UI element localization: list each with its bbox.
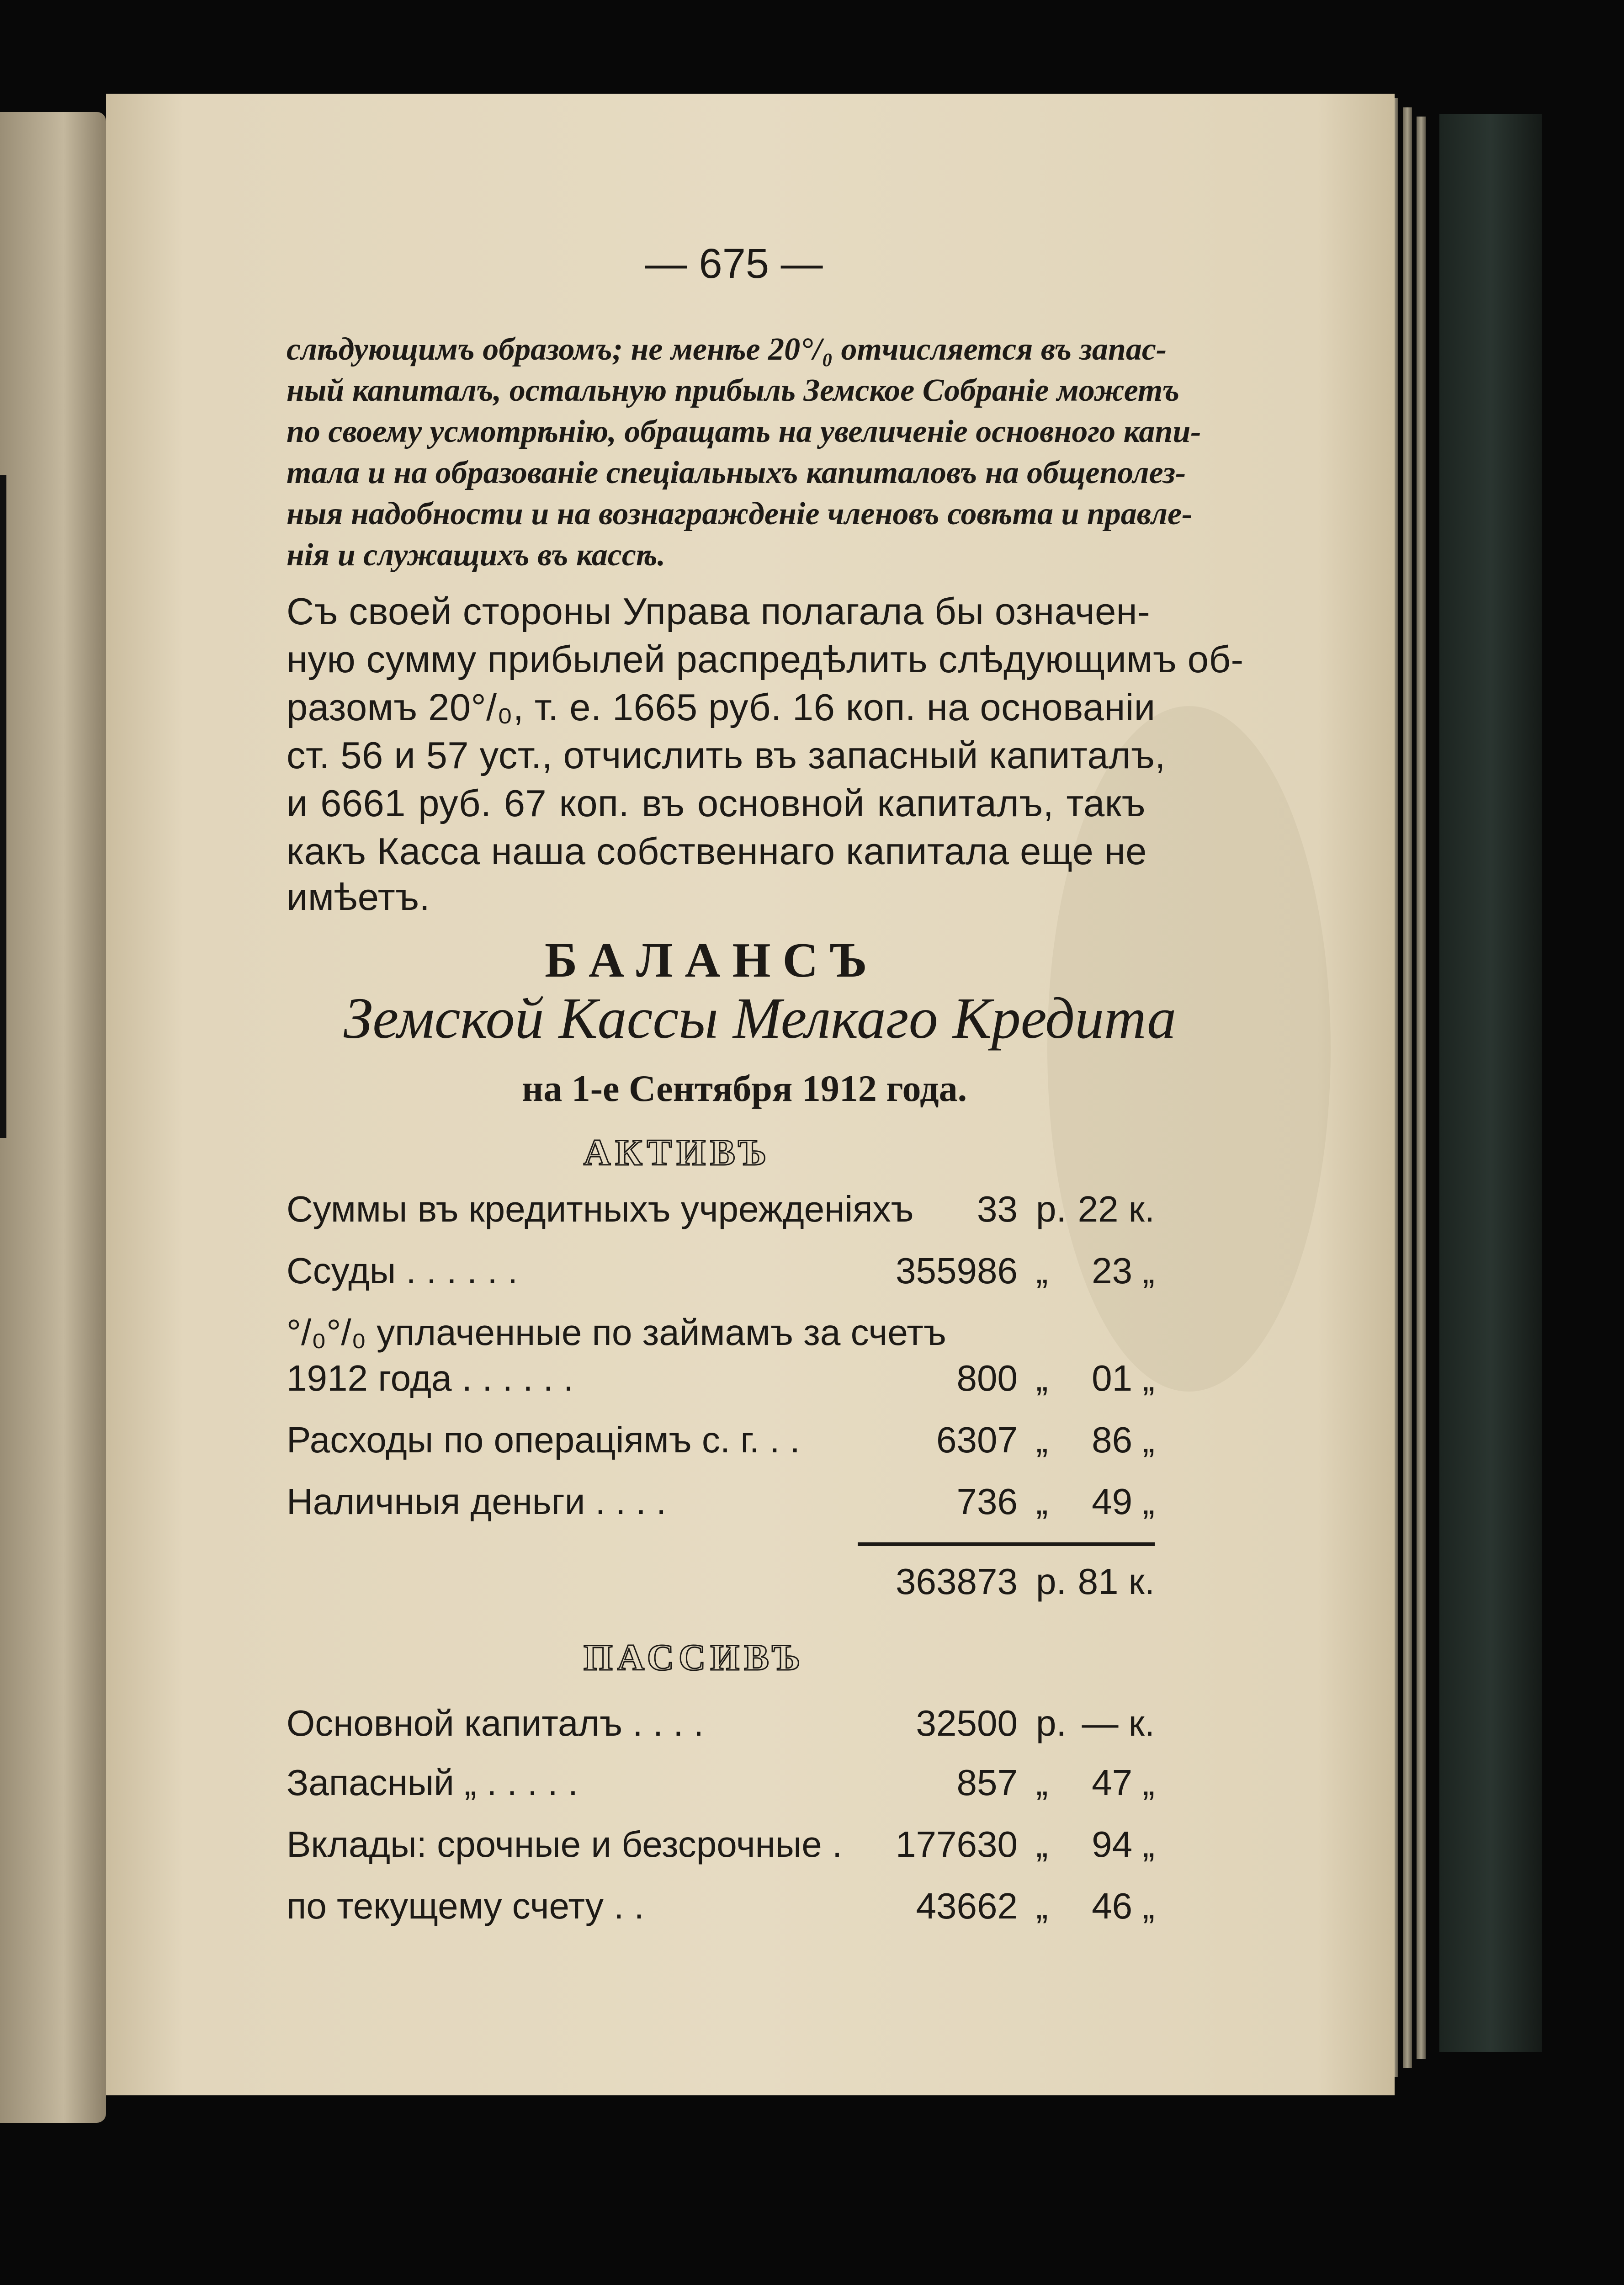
balance-subtitle: Земской Кассы Мелкаго Кредита [344,986,1177,1051]
body-line: какъ Касса наша собственнаго капитала еще не [287,830,1147,872]
row-unit: „ [1036,1419,1048,1460]
row-amount: 355986 [896,1250,1018,1291]
body-line: и 6661 руб. 67 коп. въ основной капиталъ, такъ [287,782,1146,824]
balance-date: на 1-е Сентября 1912 года. [522,1068,967,1109]
body-line: ст. 56 и 57 уст., отчислить въ запасный капиталъ, [287,734,1166,776]
row-kopecks: 23 „ [1092,1250,1155,1291]
passiv-heading: ПАССИВЪ [584,1637,805,1678]
italic-line: ный капиталъ, остальную прибыль Земское Собраніе можетъ [287,373,1180,408]
page-number: — 675 — [645,240,823,287]
row-label: по текущему счету . . [287,1886,644,1926]
row-label: Запасный „ . . . . . [287,1762,578,1803]
row-label: Суммы въ кредитныхъ учрежденіяхъ [287,1189,914,1229]
book-cover-edge [1439,114,1542,2052]
row-amount: 177630 [896,1824,1018,1865]
aktiv-row [287,1250,1155,1296]
aktiv-row [287,1481,1155,1526]
row-unit: „ [1036,1762,1048,1803]
row-label: 1912 года . . . . . . [287,1358,574,1398]
row-unit: р. [1036,1189,1067,1229]
italic-line: тала и на образованіе спеціальныхъ капиталовъ на общеполез- [287,455,1186,490]
body-line: Съ своей стороны Управа полагала бы означен- [287,590,1151,632]
page-stack-edge [1417,117,1426,2059]
aktiv-row [287,1357,1155,1403]
body-line: ную сумму прибылей распредѣлить слѣдующимъ об- [287,638,1244,680]
row-unit: р. [1036,1703,1067,1743]
total-amount: 363873 [896,1561,1018,1602]
row-label: Расходы по операціямъ с. г. . . [287,1419,800,1460]
row-kopecks: 01 „ [1092,1358,1155,1398]
body-line: разомъ 20°/₀, т. е. 1665 руб. 16 коп. на основаніи [287,686,1156,728]
document-page [106,94,1395,2095]
row-kopecks: — к. [1082,1703,1155,1743]
row-amount: 857 [956,1762,1018,1803]
italic-line: ныя надобности и на вознагражденіе членовъ совѣта и правле- [287,496,1193,531]
row-label: °/₀°/₀ уплаченные по займамъ за счетъ [287,1312,946,1353]
italic-line: нія и служащихъ въ кассѣ. [287,537,666,573]
italic-line: по своему усмотрѣнію, обращать на увеличеніе основного капи- [287,414,1201,449]
row-unit: „ [1036,1250,1048,1291]
left-page-shadow [0,475,6,1138]
aktiv-row [287,1312,1155,1357]
row-amount: 32500 [916,1703,1018,1743]
row-unit: „ [1036,1481,1048,1522]
row-unit: „ [1036,1358,1048,1398]
row-kopecks: 49 „ [1092,1481,1155,1522]
row-label: Основной капиталъ . . . . [287,1703,704,1743]
row-label: Вклады: срочные и безсрочные . [287,1824,843,1865]
row-amount: 736 [956,1481,1018,1522]
page-stack-edge [1403,107,1412,2068]
passiv-row [287,1823,1155,1869]
total-kopecks: 81 к. [1077,1561,1155,1602]
row-label: Ссуды . . . . . . [287,1250,518,1291]
aktiv-row [287,1419,1155,1465]
passiv-row [287,1702,1155,1748]
row-kopecks: 86 „ [1092,1419,1155,1460]
total-unit: р. [1036,1561,1067,1602]
row-kopecks: 22 к. [1077,1189,1155,1229]
row-amount: 43662 [916,1886,1018,1926]
aktiv-heading: АКТИВЪ [584,1132,771,1173]
balance-title: БАЛАНСЪ [545,933,879,988]
row-unit: „ [1036,1886,1048,1926]
body-line: имѣетъ. [287,876,430,918]
row-amount: 6307 [936,1419,1018,1460]
passiv-row [287,1885,1155,1931]
aktiv-row [287,1188,1155,1234]
row-kopecks: 94 „ [1092,1824,1155,1865]
aktiv-total-row [287,1561,1155,1606]
row-kopecks: 46 „ [1092,1886,1155,1926]
left-page-edge [0,112,106,2123]
row-amount: 33 [977,1189,1018,1229]
row-unit: „ [1036,1824,1048,1865]
passiv-row [287,1762,1155,1807]
total-rule [858,1542,1155,1546]
row-kopecks: 47 „ [1092,1762,1155,1803]
row-amount: 800 [956,1358,1018,1398]
row-label: Наличныя деньги . . . . [287,1481,667,1522]
italic-line: слѣдующимъ образомъ; не менѣе 20°/₀ отчисляется въ запас- [287,332,1167,367]
